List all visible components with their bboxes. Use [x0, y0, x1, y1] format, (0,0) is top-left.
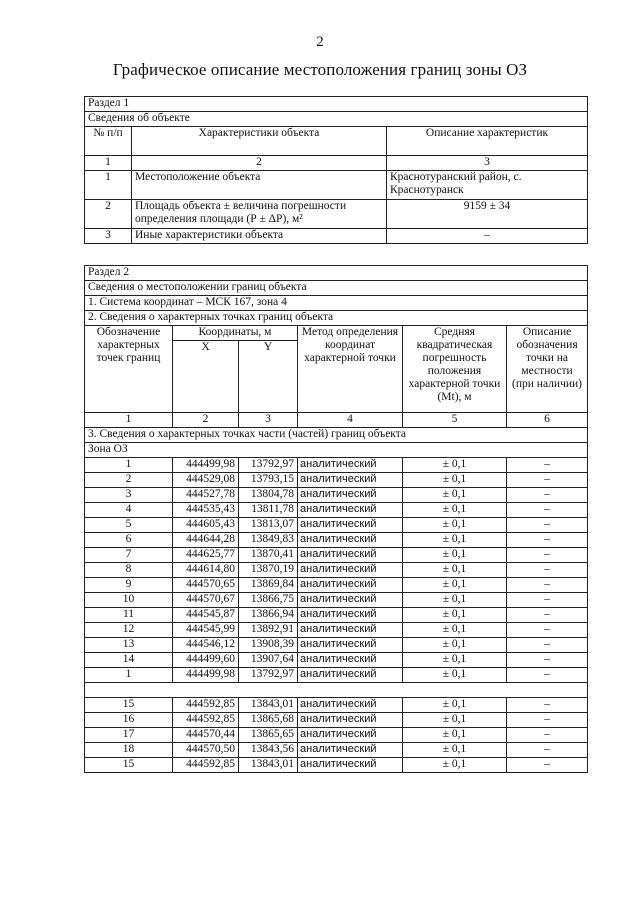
error-cell: ± 0,1 [403, 728, 507, 743]
point-row [85, 473, 588, 488]
error-cell: ± 0,1 [403, 638, 507, 653]
col-method-header: Метод определения координат характерной точки [298, 326, 403, 413]
index-cell: 5 [403, 413, 507, 428]
point-number: 1 [85, 668, 173, 683]
method-cell: аналитический [298, 458, 403, 473]
coord-y: 13908,39 [239, 638, 298, 653]
index-cell: 2 [173, 413, 239, 428]
section-1-header: Раздел 1 [85, 97, 588, 112]
error-cell: ± 0,1 [403, 563, 507, 578]
point-number: 4 [85, 503, 173, 518]
method-cell: аналитический [298, 488, 403, 503]
error-cell: ± 0,1 [403, 473, 507, 488]
point-number: 7 [85, 548, 173, 563]
group-spacer [85, 683, 588, 698]
coord-x: 444499,98 [173, 458, 239, 473]
point-row [85, 563, 588, 578]
error-cell: ± 0,1 [403, 758, 507, 773]
coord-y: 13849,83 [239, 533, 298, 548]
method-cell: аналитический [298, 653, 403, 668]
coord-y: 13792,97 [239, 668, 298, 683]
method-cell: аналитический [298, 533, 403, 548]
method-cell: аналитический [298, 563, 403, 578]
method-cell: аналитический [298, 758, 403, 773]
point-number: 9 [85, 578, 173, 593]
part-header: 3. Сведения о характерных точках части (частей) границ объекта [85, 428, 588, 443]
coord-x: 444614,80 [173, 563, 239, 578]
error-cell: ± 0,1 [403, 533, 507, 548]
coord-y: 13865,68 [239, 713, 298, 728]
point-number: 15 [85, 758, 173, 773]
coord-y: 13843,01 [239, 758, 298, 773]
section-2-subheader: Сведения о местоположении границ объекта [85, 281, 588, 296]
point-number: 12 [85, 623, 173, 638]
coord-y: 13870,19 [239, 563, 298, 578]
point-description-cell: – [507, 503, 588, 518]
col-coords-header: Координаты, м [173, 326, 298, 341]
description-cell: 9159 ± 34 [387, 200, 588, 229]
page-number: 2 [316, 34, 324, 50]
point-number: 8 [85, 563, 173, 578]
point-row [85, 743, 588, 758]
col-error-header: Средняя квадратическая погрешность положения характерной точки (Mt), м [403, 326, 507, 413]
point-description-cell: – [507, 668, 588, 683]
point-row [85, 458, 588, 473]
coord-y: 13866,94 [239, 608, 298, 623]
point-row [85, 713, 588, 728]
point-number: 11 [85, 608, 173, 623]
error-cell: ± 0,1 [403, 713, 507, 728]
method-cell: аналитический [298, 518, 403, 533]
method-cell: аналитический [298, 623, 403, 638]
error-cell: ± 0,1 [403, 578, 507, 593]
error-cell: ± 0,1 [403, 623, 507, 638]
method-cell: аналитический [298, 473, 403, 488]
method-cell: аналитический [298, 578, 403, 593]
coord-x: 444499,98 [173, 668, 239, 683]
error-cell: ± 0,1 [403, 503, 507, 518]
coord-y: 13870,41 [239, 548, 298, 563]
col-number-header: № п/п [85, 127, 132, 156]
point-description-cell: – [507, 638, 588, 653]
point-description-cell: – [507, 653, 588, 668]
col-designation-header: Обозначение характерных точек границ [85, 326, 173, 413]
coord-y: 13907,64 [239, 653, 298, 668]
index-cell: 1 [85, 156, 132, 171]
row-number: 1 [85, 171, 132, 200]
point-row [85, 653, 588, 668]
point-description-cell: – [507, 698, 588, 713]
coord-system: 1. Система координат – МСК 167, зона 4 [85, 296, 588, 311]
point-number: 1 [85, 458, 173, 473]
row-number: 3 [85, 229, 132, 244]
point-number: 2 [85, 473, 173, 488]
method-cell: аналитический [298, 638, 403, 653]
coord-x: 444570,50 [173, 743, 239, 758]
point-description-cell: – [507, 578, 588, 593]
coord-x: 444625,77 [173, 548, 239, 563]
boundary-points-table [84, 265, 588, 773]
coord-x: 444529,08 [173, 473, 239, 488]
coord-y: 13865,65 [239, 728, 298, 743]
method-cell: аналитический [298, 668, 403, 683]
point-number: 6 [85, 533, 173, 548]
point-number: 17 [85, 728, 173, 743]
error-cell: ± 0,1 [403, 668, 507, 683]
col-point-description-header: Описание обозначения точки на местности (при наличии) [507, 326, 588, 413]
point-number: 13 [85, 638, 173, 653]
point-description-cell: – [507, 518, 588, 533]
point-description-cell: – [507, 623, 588, 638]
method-cell: аналитический [298, 593, 403, 608]
point-row [85, 668, 588, 683]
point-row [85, 698, 588, 713]
coord-x: 444545,87 [173, 608, 239, 623]
col-description-header: Описание характеристик [387, 127, 588, 156]
index-cell: 1 [85, 413, 173, 428]
section-1-subheader: Сведения об объекте [85, 112, 588, 127]
coord-y: 13813,07 [239, 518, 298, 533]
coord-x: 444527,78 [173, 488, 239, 503]
coord-y: 13869,84 [239, 578, 298, 593]
point-number: 15 [85, 698, 173, 713]
object-info-table [84, 96, 588, 244]
coord-y: 13811,78 [239, 503, 298, 518]
points-group-b [85, 698, 588, 773]
coord-x: 444605,43 [173, 518, 239, 533]
point-row [85, 548, 588, 563]
description-cell: Краснотуранский район, с. Краснотуранск [387, 171, 588, 200]
point-description-cell: – [507, 548, 588, 563]
coord-y: 13804,78 [239, 488, 298, 503]
coord-x: 444570,65 [173, 578, 239, 593]
point-row [85, 533, 588, 548]
zone-label: Зона ОЗ [85, 443, 588, 458]
point-row [85, 608, 588, 623]
col-y-header: Y [239, 341, 298, 413]
coord-x: 444592,85 [173, 698, 239, 713]
coord-x: 444499,60 [173, 653, 239, 668]
point-row [85, 593, 588, 608]
coord-y: 13793,15 [239, 473, 298, 488]
index-cell: 2 [132, 156, 387, 171]
points-header: 2. Сведения о характерных точках границ объекта [85, 311, 588, 326]
point-number: 5 [85, 518, 173, 533]
page-title: Графическое описание местоположения границ зоны ОЗ [112, 60, 528, 79]
description-cell: – [387, 229, 588, 244]
coord-x: 444570,67 [173, 593, 239, 608]
coord-x: 444592,85 [173, 758, 239, 773]
index-cell: 4 [298, 413, 403, 428]
point-description-cell: – [507, 743, 588, 758]
row-number: 2 [85, 200, 132, 229]
coord-y: 13866,75 [239, 593, 298, 608]
coord-x: 444535,43 [173, 503, 239, 518]
method-cell: аналитический [298, 608, 403, 623]
coord-x: 444545,99 [173, 623, 239, 638]
point-number: 10 [85, 593, 173, 608]
point-description-cell: – [507, 713, 588, 728]
point-row [85, 503, 588, 518]
point-row [85, 638, 588, 653]
method-cell: аналитический [298, 713, 403, 728]
point-description-cell: – [507, 563, 588, 578]
point-row [85, 728, 588, 743]
point-description-cell: – [507, 758, 588, 773]
method-cell: аналитический [298, 503, 403, 518]
characteristic-cell: Иные характеристики объекта [132, 229, 387, 244]
method-cell: аналитический [298, 743, 403, 758]
point-number: 16 [85, 713, 173, 728]
coord-y: 13892,91 [239, 623, 298, 638]
index-cell: 3 [239, 413, 298, 428]
point-row [85, 578, 588, 593]
error-cell: ± 0,1 [403, 518, 507, 533]
point-number: 3 [85, 488, 173, 503]
index-cell: 6 [507, 413, 588, 428]
index-cell: 3 [387, 156, 588, 171]
coord-y: 13843,56 [239, 743, 298, 758]
coord-y: 13843,01 [239, 698, 298, 713]
method-cell: аналитический [298, 698, 403, 713]
col-characteristics-header: Характеристики объекта [132, 127, 387, 156]
point-row [85, 623, 588, 638]
error-cell: ± 0,1 [403, 743, 507, 758]
error-cell: ± 0,1 [403, 458, 507, 473]
coord-x: 444570,44 [173, 728, 239, 743]
point-description-cell: – [507, 593, 588, 608]
point-description-cell: – [507, 608, 588, 623]
point-row [85, 518, 588, 533]
error-cell: ± 0,1 [403, 653, 507, 668]
coord-y: 13792,97 [239, 458, 298, 473]
characteristic-cell: Местоположение объекта [132, 171, 387, 200]
error-cell: ± 0,1 [403, 593, 507, 608]
coord-x: 444644,28 [173, 533, 239, 548]
characteristic-cell: Площадь объекта ± величина погрешности определения площади (Р ± ΔР), м² [132, 200, 387, 229]
points-group-a [85, 458, 588, 683]
error-cell: ± 0,1 [403, 488, 507, 503]
error-cell: ± 0,1 [403, 698, 507, 713]
point-description-cell: – [507, 488, 588, 503]
point-description-cell: – [507, 473, 588, 488]
coord-x: 444546,12 [173, 638, 239, 653]
col-x-header: X [173, 341, 239, 413]
point-row [85, 758, 588, 773]
point-row [85, 488, 588, 503]
section-2-header: Раздел 2 [85, 266, 588, 281]
point-description-cell: – [507, 728, 588, 743]
error-cell: ± 0,1 [403, 548, 507, 563]
method-cell: аналитический [298, 548, 403, 563]
point-number: 14 [85, 653, 173, 668]
coord-x: 444592,85 [173, 713, 239, 728]
error-cell: ± 0,1 [403, 608, 507, 623]
method-cell: аналитический [298, 728, 403, 743]
point-description-cell: – [507, 533, 588, 548]
point-number: 18 [85, 743, 173, 758]
point-description-cell: – [507, 458, 588, 473]
